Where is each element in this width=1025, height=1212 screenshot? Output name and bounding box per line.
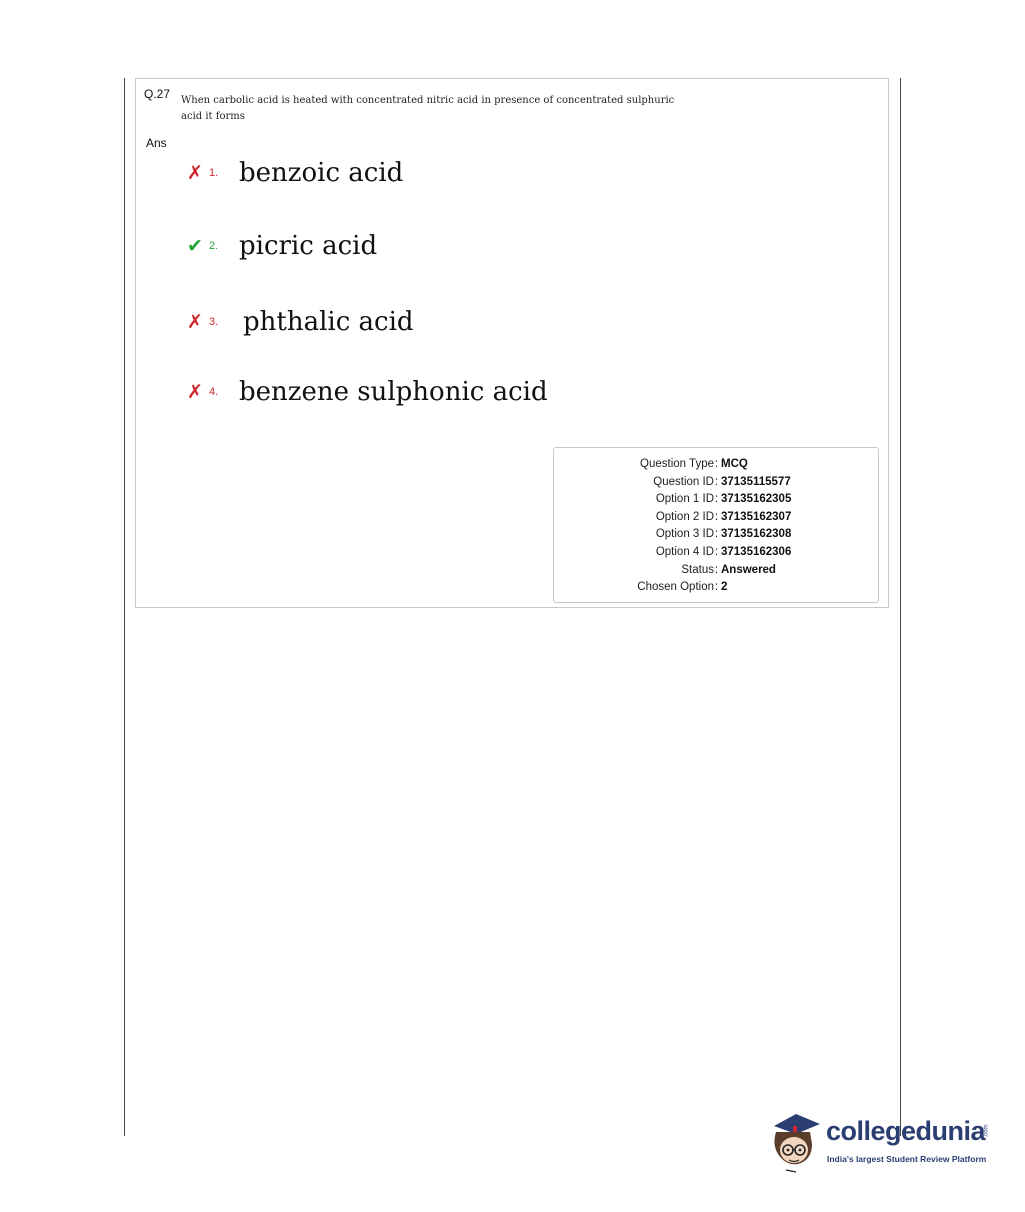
meta-row (554, 544, 878, 562)
meta-key: Status (681, 563, 714, 576)
meta-value: Answered (721, 563, 776, 576)
meta-value: MCQ (721, 458, 748, 470)
question-text: When carbolic acid is heated with concentrated nitric acid in presence of concentrated sulphuric acid it forms (181, 95, 675, 122)
collegedunia-logo (766, 1104, 996, 1176)
right-margin-line (900, 78, 901, 1136)
option-number: 4. (209, 386, 219, 398)
option-number: 3. (209, 316, 219, 328)
meta-separator: : (714, 493, 719, 506)
meta-key: Question Type (640, 458, 714, 470)
option-4 (184, 374, 548, 410)
meta-separator: : (714, 475, 719, 488)
meta-key: Option 3 ID (655, 528, 714, 541)
question-panel (135, 78, 889, 608)
option-number: 2. (209, 240, 219, 252)
option-text: benzene sulphonic acid (239, 377, 548, 407)
cross-icon: ✗ (187, 311, 203, 333)
meta-value: 37135115577 (721, 475, 791, 488)
meta-separator: : (714, 528, 719, 541)
meta-row (554, 579, 878, 597)
meta-row (554, 562, 878, 580)
logo-wordmark: collegedunia (826, 1116, 986, 1146)
option-1 (184, 155, 403, 191)
question-number: Q.27 (144, 87, 171, 101)
meta-value: 37135162306 (721, 545, 792, 558)
option-text: picric acid (239, 231, 378, 261)
meta-key: Option 2 ID (655, 510, 714, 523)
left-margin-line (124, 78, 125, 1136)
meta-key: Chosen Option (637, 581, 714, 594)
meta-separator: : (714, 581, 719, 594)
meta-row (554, 474, 878, 492)
meta-row (554, 526, 878, 544)
meta-separator: : (714, 458, 719, 470)
meta-value: 2 (721, 581, 728, 594)
meta-key: Option 4 ID (655, 545, 714, 558)
cross-icon: ✗ (187, 162, 203, 184)
logo-tagline: India's largest Student Review Platform (827, 1154, 987, 1164)
meta-row (554, 509, 878, 527)
meta-value: 37135162307 (721, 510, 792, 523)
check-icon: ✔ (187, 235, 203, 257)
option-2 (184, 228, 377, 264)
meta-row (554, 491, 878, 509)
meta-value: 37135162305 (721, 493, 792, 506)
option-text: benzoic acid (239, 158, 404, 188)
mascot-icon (766, 1104, 824, 1174)
meta-separator: : (714, 510, 719, 523)
logo-suffix: .com (983, 1124, 990, 1138)
meta-key: Question ID (653, 475, 714, 488)
option-text: phthalic acid (243, 307, 414, 337)
meta-separator: : (714, 545, 719, 558)
option-number: 1. (209, 167, 219, 179)
meta-key: Option 1 ID (655, 493, 714, 506)
question-meta-box (553, 447, 879, 603)
meta-row (554, 456, 878, 474)
answer-label: Ans (146, 136, 167, 150)
meta-separator: : (714, 563, 719, 576)
option-3 (184, 304, 414, 340)
meta-value: 37135162308 (721, 528, 792, 541)
cross-icon: ✗ (187, 381, 203, 403)
